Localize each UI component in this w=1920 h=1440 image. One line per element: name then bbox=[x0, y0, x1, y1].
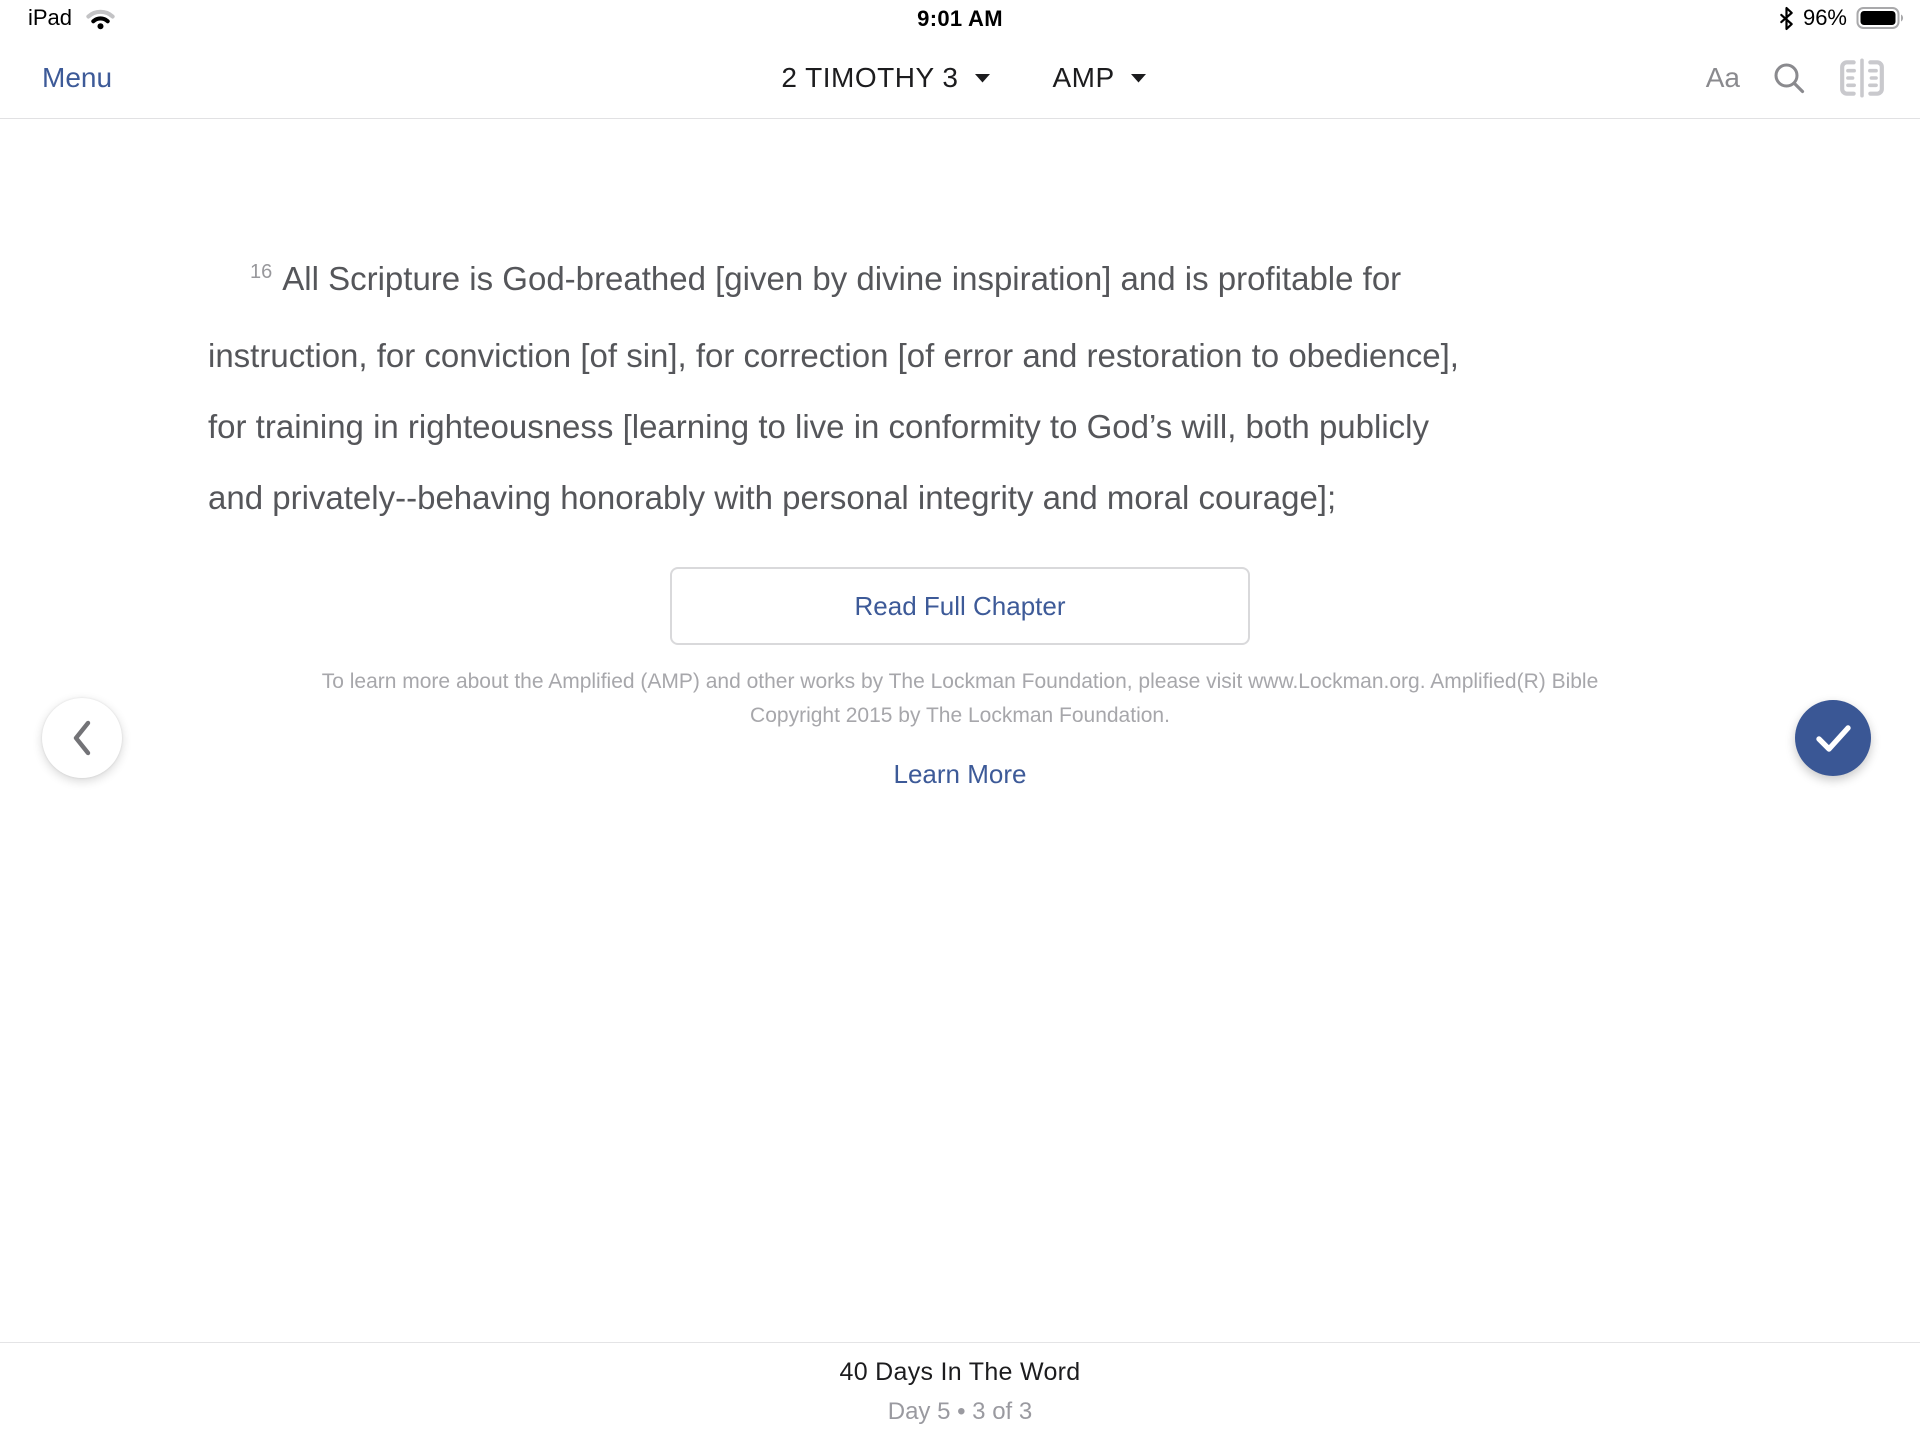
battery-icon bbox=[1856, 6, 1904, 30]
copyright-text: To learn more about the Amplified (AMP) and other works by The Lockman Foundation, please visit www.Lockman.org. Amplified(R) Bible Copyright 2015 by The Lockman Foundation. bbox=[321, 670, 1599, 727]
status-time: 9:01 AM bbox=[917, 6, 1003, 31]
reading-plan-banner[interactable] bbox=[0, 1342, 1920, 1440]
book-chapter-label: 2 TIMOTHY 3 bbox=[781, 62, 959, 93]
search-button[interactable] bbox=[1772, 61, 1806, 95]
book-chapter-selector[interactable] bbox=[781, 62, 990, 94]
verse-number: 16 bbox=[250, 261, 273, 283]
parallel-reading-icon bbox=[1838, 58, 1886, 98]
plan-progress: Day 5 • 3 of 3 bbox=[887, 1398, 1033, 1425]
bluetooth-icon bbox=[1779, 6, 1794, 31]
verse-line: $^{16}$ All Scripture is God-breathed [given by divine inspiration] and is profitable for bbox=[250, 260, 1402, 297]
verse-line: instruction, for conviction [of sin], for correction [of error and restoration to obedience], bbox=[208, 337, 1459, 374]
battery-percent: 96% bbox=[1802, 5, 1847, 30]
verse-line: and privately--behaving honorably with personal integrity and moral courage]; bbox=[208, 479, 1337, 516]
learn-more-link[interactable]: Learn More bbox=[893, 759, 1027, 789]
verse-text bbox=[208, 243, 1712, 533]
font-settings-button[interactable]: Aa bbox=[1705, 62, 1740, 93]
check-icon bbox=[1816, 725, 1851, 752]
read-full-chapter-button[interactable]: Read Full Chapter bbox=[670, 567, 1250, 645]
reader-content bbox=[0, 119, 1920, 790]
nav-bar bbox=[0, 38, 1920, 119]
device-label: iPad bbox=[28, 5, 73, 30]
version-label: AMP bbox=[1052, 62, 1115, 93]
verse-line: for training in righteousness [learning to live in conformity to God’s will, both publicly bbox=[208, 408, 1429, 445]
wifi-icon bbox=[85, 6, 116, 30]
chevron-down-icon bbox=[1130, 73, 1147, 83]
menu-button[interactable]: Menu bbox=[42, 62, 113, 93]
search-icon bbox=[1772, 61, 1806, 95]
complete-button[interactable] bbox=[1795, 700, 1871, 776]
chevron-down-icon bbox=[974, 73, 991, 83]
plan-title: 40 Days In The Word bbox=[839, 1358, 1081, 1386]
version-selector[interactable] bbox=[1053, 62, 1147, 94]
previous-button[interactable] bbox=[42, 698, 122, 778]
status-bar bbox=[0, 0, 1920, 38]
chevron-left-icon bbox=[71, 719, 93, 757]
parallel-reading-button[interactable] bbox=[1838, 58, 1886, 98]
